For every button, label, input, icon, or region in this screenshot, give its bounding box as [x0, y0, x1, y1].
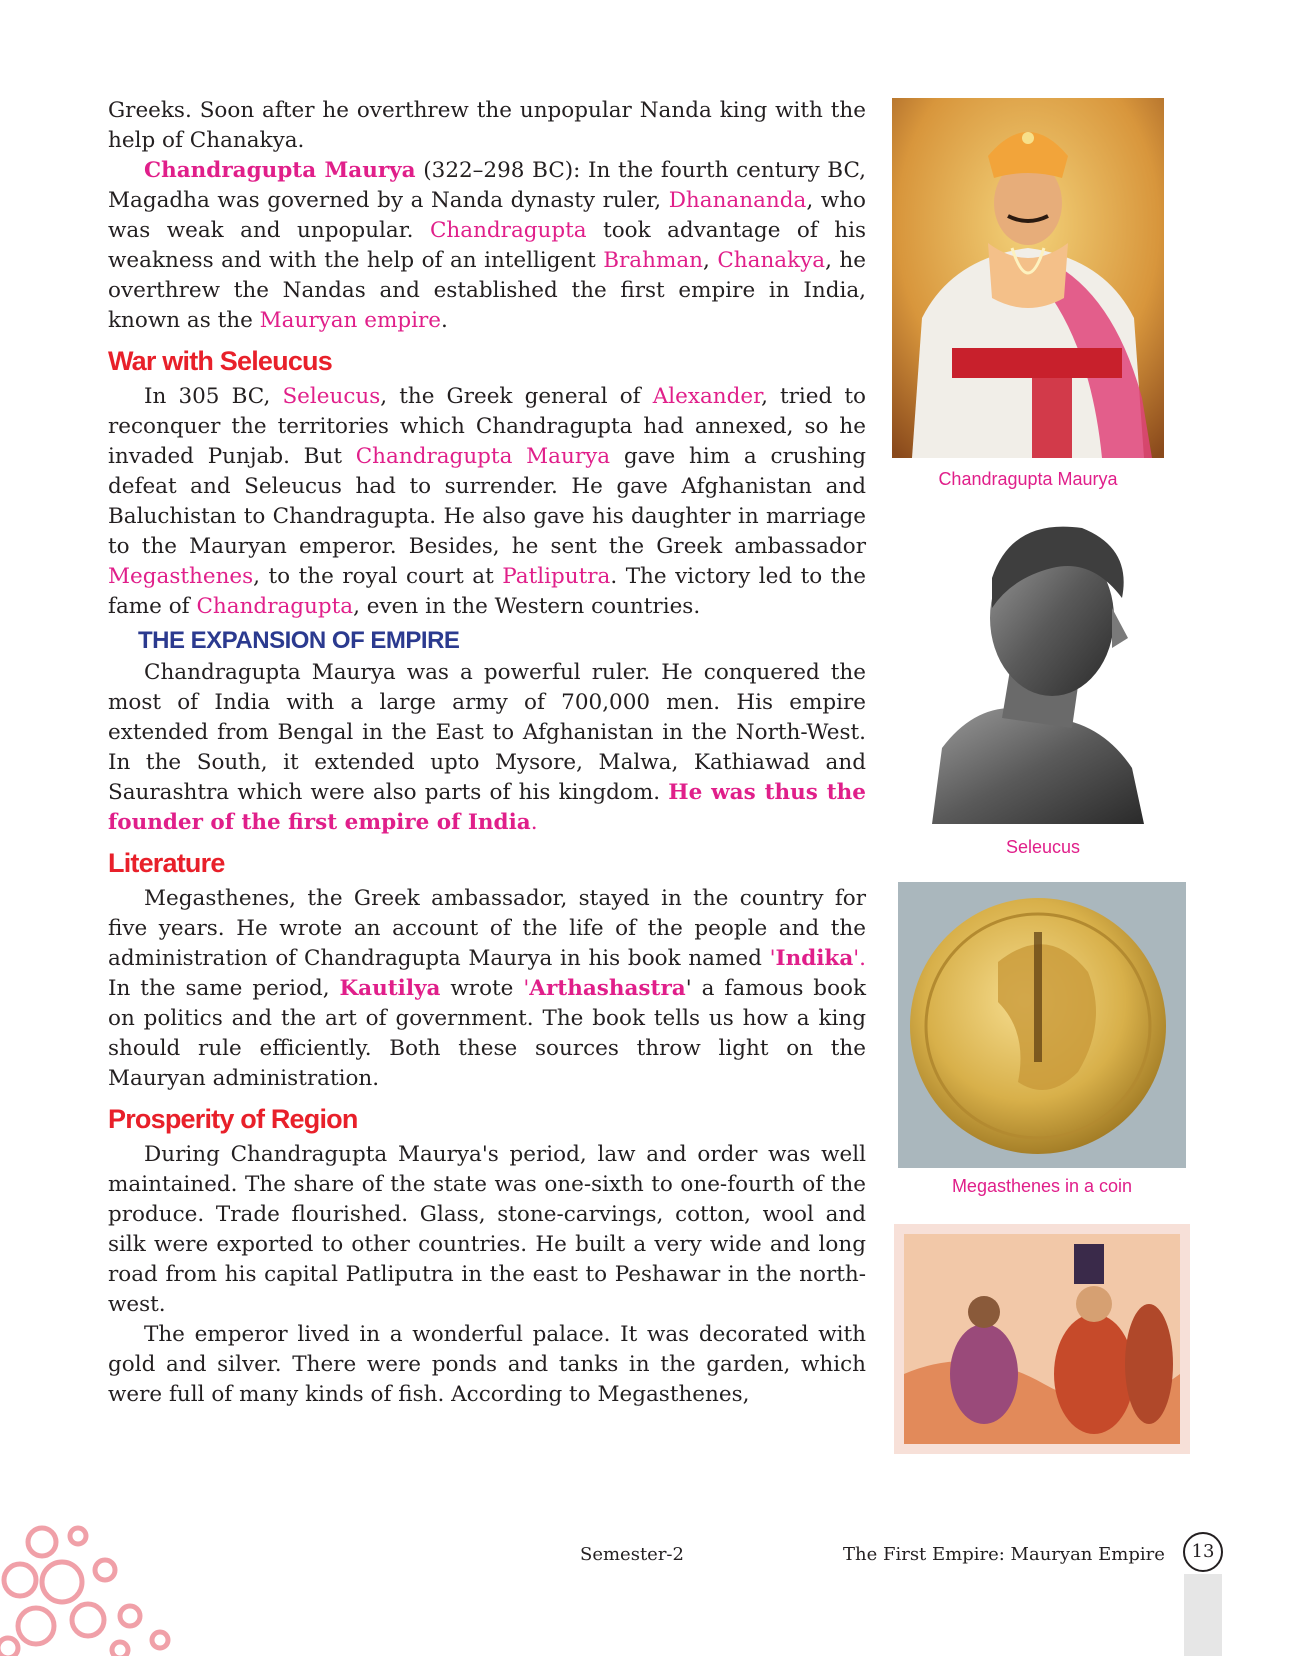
text-run: , he overthrew the Nandas and established the first empire in India, known as the [108, 248, 866, 333]
text-run: (322–298 BC): In the fourth century BC, Magadha was governed by a Nanda dynasty ruler, [108, 158, 866, 213]
highlight-megasthenes: Megasthenes [108, 564, 254, 589]
expansion-paragraph [108, 658, 866, 838]
highlight-chandragupta: Chandragupta [196, 594, 354, 619]
text-run: , the Greek general of [380, 384, 653, 409]
highlight-patliputra: Patliputra [502, 564, 611, 589]
prosperity-paragraph-1: During Chandragupta Maurya's period, law and order was well maintained. The share of the state was one-sixth to one-fourth of the produce. Trade flourished. Glass, stone-carvings, cotton, wool and silk were exported to other countries. He built a very wide and long road from his capital Patliputra in the east to Peshawar in the north-west. [108, 1142, 866, 1317]
footer-bar-graphic [1184, 1574, 1222, 1656]
footer-semester: Semester-2 [580, 1544, 684, 1565]
quote-mark: '. [853, 946, 866, 971]
text-run: gave him a crushing defeat and Seleucus had to surrender. He gave Afghanistan and Baluchistan to Chandragupta. He also gave his daughter in marriage to the Mauryan emperor. Besides, he sent the Greek ambassador [108, 444, 866, 559]
section-heading-war: War with Seleucus [108, 346, 332, 376]
intro-paragraph [108, 96, 866, 156]
text-run: . [530, 810, 538, 835]
quote-mark: ' [523, 976, 530, 1001]
text-run: , to the royal court at [253, 564, 503, 589]
chandragupta-portrait-image [892, 98, 1164, 458]
caption-seleucus: Seleucus [1005, 837, 1081, 857]
book-arthashastra: Arthashastra [529, 976, 686, 1001]
text-run: , [703, 248, 718, 273]
text-run: , who was weak and unpopular. [108, 188, 866, 243]
caption-chandragupta: Chandragupta Maurya [938, 469, 1118, 489]
decorative-circles-graphic [0, 1520, 180, 1656]
main-text-column [108, 96, 866, 1410]
quote-mark: ' [769, 946, 776, 971]
book-indika: Indika [775, 946, 854, 971]
seleucus-bust-image [932, 508, 1154, 824]
war-paragraph [108, 382, 866, 622]
text-run: , tried to reconquer the territories which Chandragupta had annexed, so he invaded Punjab. But [108, 384, 866, 469]
text-run: Chandragupta Maurya was a powerful ruler. He conquered the most of India with a large army of 700,000 men. His empire extended from Bengal in the East to Afghanistan in the North-West. In the South, it extended upto Mysore, Malwa, Kathiawad and Saurashtra which were also parts of his kingdom. [108, 660, 866, 805]
author-kautilya: Kautilya [339, 976, 441, 1001]
text-run: a famous book on politics and the art of government. The book tells us how a king should rule efficiently. Both these sources throw light on the Mauryan administration. [108, 976, 866, 1091]
court-painting-image [894, 1224, 1190, 1454]
text-run: In the same period, [108, 976, 340, 1001]
text-run: , even in the Western countries. [353, 594, 701, 619]
chandragupta-name: Chandragupta Maurya [144, 158, 416, 183]
highlight-brahman: Brahman [603, 248, 704, 273]
text-run: . The victory led to the fame of [108, 564, 866, 619]
highlight-chandragupta: Chandragupta [429, 218, 587, 243]
highlight-seleucus: Seleucus [282, 384, 381, 409]
chandragupta-paragraph [108, 156, 866, 336]
subsection-heading-expansion: THE EXPANSION OF EMPIRE [138, 627, 460, 654]
founder-statement: He was thus the founder of the first empire of India [108, 780, 866, 835]
section-heading-literature: Literature [108, 848, 225, 878]
text-run: . [441, 308, 448, 333]
section-heading-prosperity: Prosperity of Region [108, 1104, 358, 1134]
literature-paragraph [108, 884, 866, 1094]
quote-mark: ' [685, 976, 692, 1001]
caption-coin: Megasthenes in a coin [951, 1176, 1133, 1196]
text-run: wrote [440, 976, 524, 1001]
megasthenes-coin-image [898, 882, 1186, 1168]
page-number: 13 [1183, 1532, 1223, 1572]
highlight-chandragupta-maurya: Chandragupta Maurya [355, 444, 611, 469]
text-run: In 305 BC, [144, 384, 283, 409]
prosperity-paragraph-2: The emperor lived in a wonderful palace. It was decorated with gold and silver. There were ponds and tanks in the garden, which were full of many kinds of fish. According to Megasthenes, [108, 1322, 866, 1407]
highlight-alexander: Alexander [652, 384, 762, 409]
highlight-dhanananda: Dhanananda [668, 188, 807, 213]
footer-chapter-title: The First Empire: Mauryan Empire [843, 1544, 1165, 1565]
highlight-mauryan-empire: Mauryan empire [259, 308, 441, 333]
text-run: Megasthenes, the Greek ambassador, stayed in the country for five years. He wrote an account of the life of the people and the administration of Chandragupta Maurya in his book named [108, 886, 866, 971]
text-run: took advantage of his weakness and with the help of an intelligent [108, 218, 866, 273]
intro-text: Greeks. Soon after he overthrew the unpopular Nanda king with the help of Chanakya. [108, 98, 866, 153]
highlight-chanakya: Chanakya [717, 248, 826, 273]
